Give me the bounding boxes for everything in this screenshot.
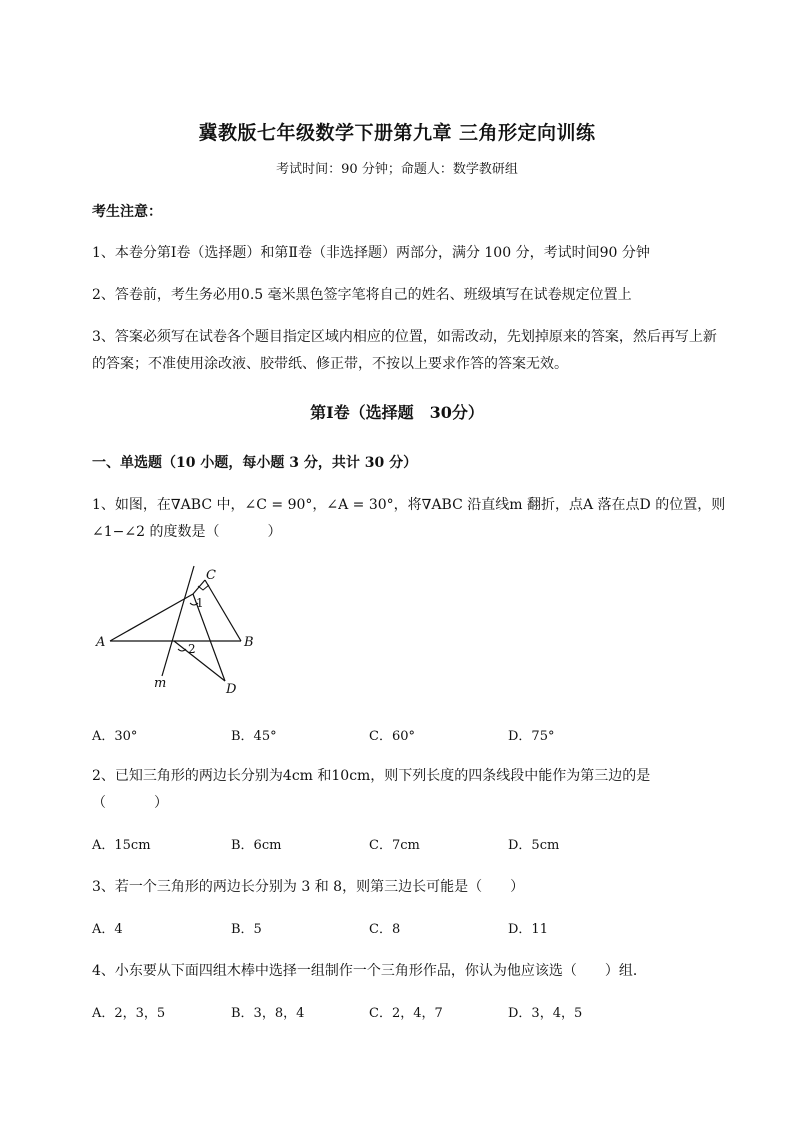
triangle-fold-figure bbox=[90, 563, 280, 703]
question-1-text-cont bbox=[92, 521, 281, 541]
question-1-stem-end: ∠1−∠2 的度数是（ bbox=[92, 524, 220, 540]
q3-option-d[interactable]: D．11 bbox=[508, 922, 548, 937]
q2-option-d[interactable]: D．5cm bbox=[508, 838, 560, 853]
note-item-1: 1、本卷分第I卷（选择题）和第Ⅱ卷（非选择题）两部分，满分 100 分，考试时间90 分钟 bbox=[92, 245, 650, 261]
question-2-text-cont bbox=[92, 792, 168, 812]
segment-ac bbox=[110, 594, 193, 641]
page-subtitle: 考试时间：90 分钟；命题人：数学教研组 bbox=[276, 162, 518, 177]
q3-option-c[interactable]: C．8 bbox=[369, 922, 401, 937]
label-angle-1: 1 bbox=[196, 596, 204, 610]
note-item-3: 3、答案必须写在试卷各个题目指定区域内相应的位置，如需改动，先划掉原来的答案，然后再写上新 bbox=[92, 329, 717, 345]
notes-heading: 考生注意： bbox=[92, 204, 162, 220]
label-m: m bbox=[154, 676, 167, 691]
q3-option-a[interactable]: A．4 bbox=[92, 922, 123, 937]
question-2-paren-close: ） bbox=[154, 795, 168, 811]
question-1-paren-close: ） bbox=[267, 524, 282, 540]
q1-option-a[interactable]: A．30° bbox=[92, 729, 138, 744]
label-angle-2: 2 bbox=[188, 642, 196, 656]
q2-option-c[interactable]: C．7cm bbox=[369, 838, 420, 853]
fold-line-m bbox=[162, 566, 194, 676]
page-title: 冀教版七年级数学下册第九章 三角形定向训练 bbox=[198, 122, 596, 144]
q2-option-b[interactable]: B．6cm bbox=[231, 838, 282, 853]
q2-option-a[interactable]: A．15cm bbox=[92, 838, 151, 853]
question-3-text: 3、若一个三角形的两边长分别为 3 和 8，则第三边长可能是（ ） bbox=[92, 879, 525, 895]
q1-option-b[interactable]: B．45° bbox=[231, 729, 277, 744]
label-c: C bbox=[206, 568, 216, 583]
label-d: D bbox=[226, 682, 237, 697]
q1-option-d[interactable]: D．75° bbox=[508, 729, 555, 744]
label-b: B bbox=[244, 635, 254, 650]
part-title: 一、单选题（10 小题，每小题 3 分，共计 30 分） bbox=[92, 455, 418, 471]
q4-option-d[interactable]: D．3，4，5 bbox=[508, 1006, 583, 1021]
question-4-text: 4、小东要从下面四组木棒中选择一组制作一个三角形作品，你认为他应该选（ ）组． bbox=[92, 963, 647, 979]
note-item-2: 2、答卷前，考生务必用0.5 毫米黑色签字笔将自己的姓名、班级填写在试卷规定位置上 bbox=[92, 287, 632, 303]
question-2-text: 2、已知三角形的两边长分别为4cm 和10cm，则下列长度的四条线段中能作为第三边的是 bbox=[92, 768, 651, 784]
section-title: 第I卷（选择题 30分） bbox=[310, 403, 484, 422]
q4-option-c[interactable]: C．2，4，7 bbox=[369, 1006, 443, 1021]
note-item-3-cont: 的答案；不准使用涂改液、胶带纸、修正带，不按以上要求作答的答案无效。 bbox=[92, 356, 568, 372]
q4-option-a[interactable]: A．2，3，5 bbox=[92, 1006, 166, 1021]
q1-option-c[interactable]: C．60° bbox=[369, 729, 415, 744]
label-a: A bbox=[96, 635, 106, 650]
question-2-paren-open: （ bbox=[92, 795, 106, 811]
q3-option-b[interactable]: B．5 bbox=[231, 922, 262, 937]
q4-option-b[interactable]: B．3，8，4 bbox=[231, 1006, 305, 1021]
segment-cb bbox=[205, 580, 241, 641]
question-1-text: 1、如图，在∇ABC 中，∠C = 90°，∠A = 30°，将∇ABC 沿直线m 翻折，点A 落在点D 的位置，则 bbox=[92, 497, 726, 513]
